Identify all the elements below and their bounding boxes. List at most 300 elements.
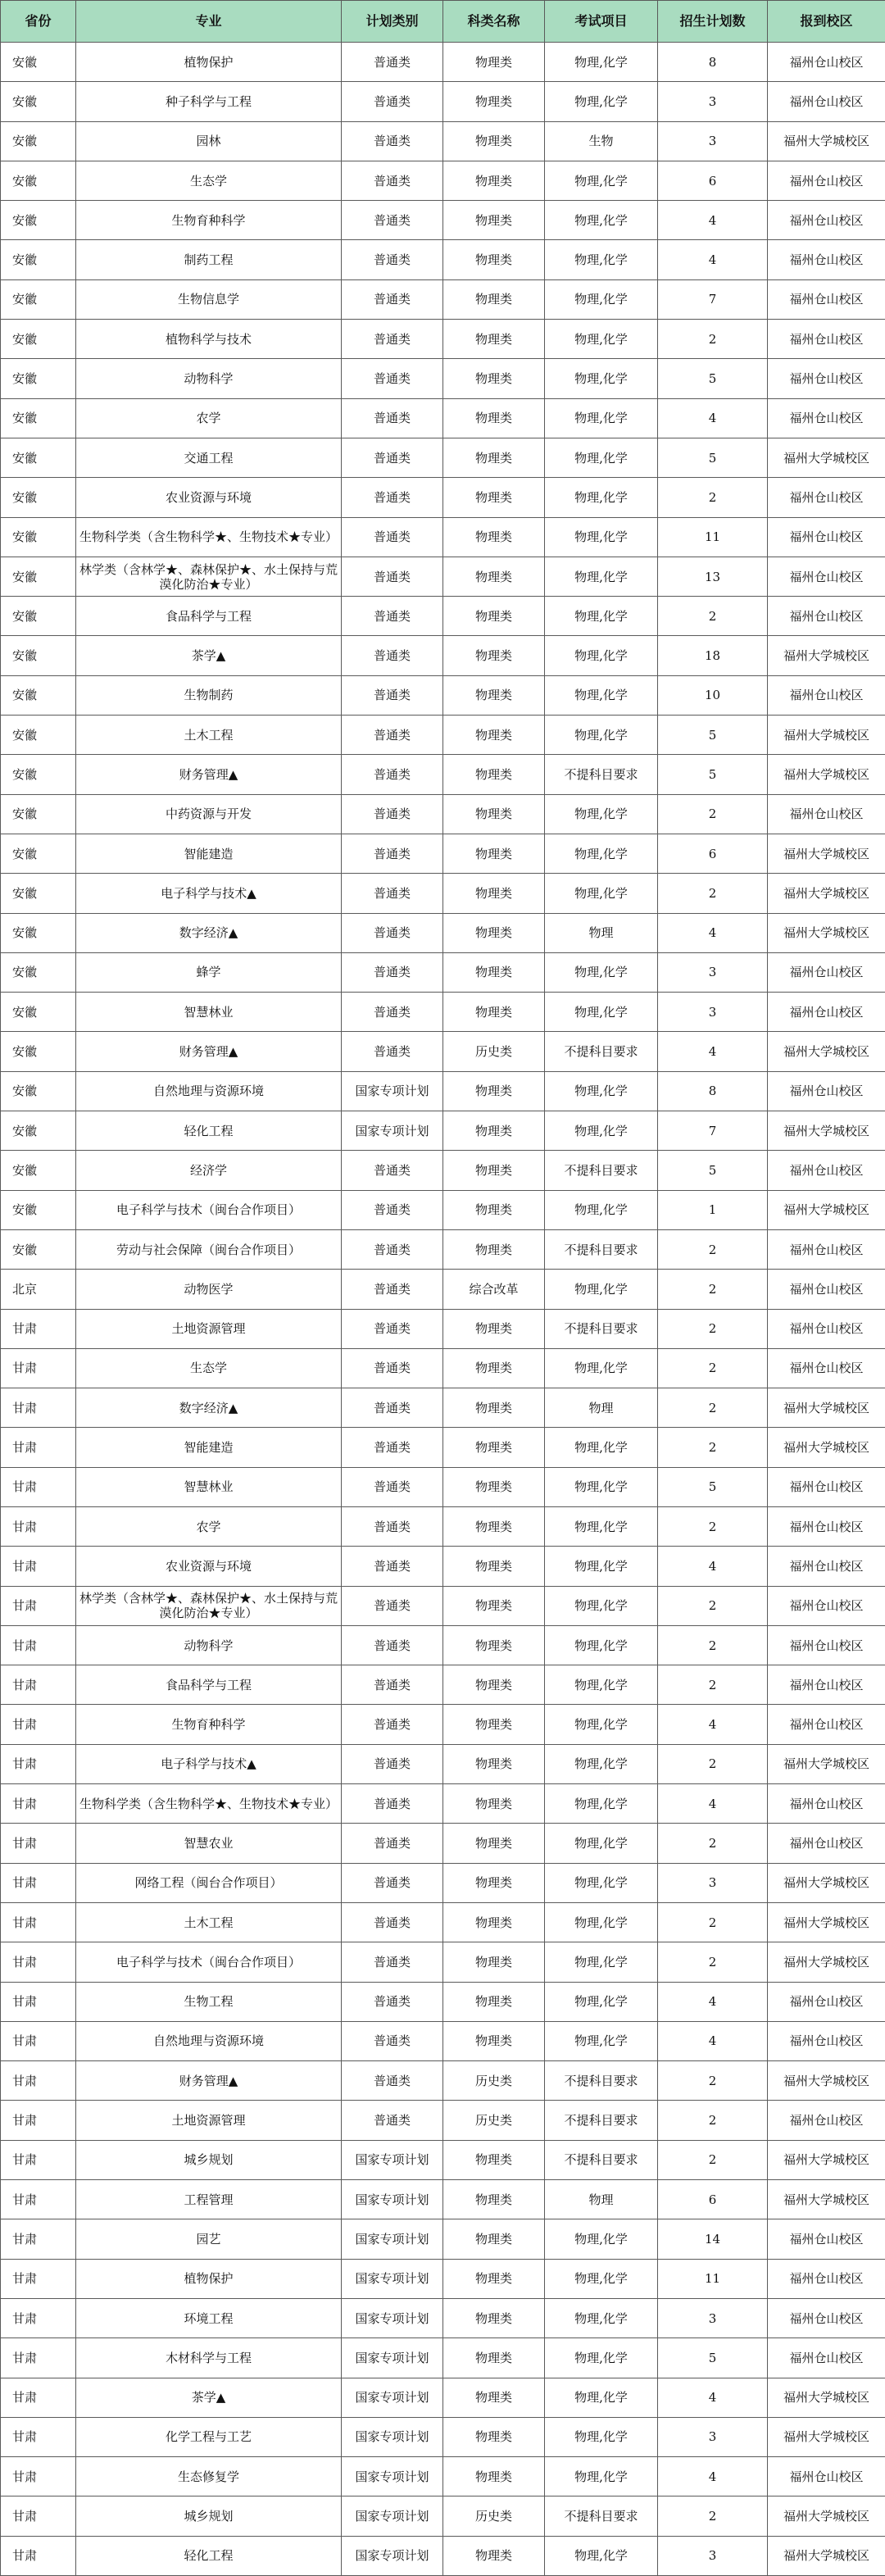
subject-category-cell: 物理类 [443, 43, 545, 82]
province-cell: 甘肃 [1, 2338, 76, 2378]
subject-category-cell: 物理类 [443, 2378, 545, 2417]
subject-category-cell: 物理类 [443, 675, 545, 715]
province-cell: 甘肃 [1, 2298, 76, 2337]
major-cell: 财务管理▲ [76, 2061, 342, 2101]
subject-category-cell: 物理类 [443, 1902, 545, 1942]
plan-type-cell: 普通类 [342, 2021, 443, 2060]
exam-subjects-cell: 物理,化学 [545, 2378, 658, 2417]
exam-subjects-cell: 物理,化学 [545, 597, 658, 636]
province-cell: 北京 [1, 1270, 76, 1309]
table-row [1, 993, 885, 1032]
plan-type-cell: 普通类 [342, 517, 443, 557]
province-cell: 甘肃 [1, 2496, 76, 2536]
province-cell: 安徽 [1, 913, 76, 952]
major-cell: 轻化工程 [76, 1111, 342, 1151]
table-row [1, 2298, 885, 2337]
campus-cell: 福州大学城校区 [768, 1190, 885, 1229]
quota-cell: 2 [658, 2061, 768, 2101]
table-row [1, 2496, 885, 2536]
plan-type-cell: 普通类 [342, 320, 443, 359]
plan-type-cell: 普通类 [342, 279, 443, 319]
quota-cell: 13 [658, 557, 768, 596]
table-row [1, 2378, 885, 2417]
province-cell: 安徽 [1, 675, 76, 715]
province-cell: 安徽 [1, 121, 76, 161]
exam-subjects-cell: 物理,化学 [545, 1547, 658, 1586]
table-row [1, 794, 885, 834]
exam-subjects-cell: 物理,化学 [545, 1625, 658, 1665]
exam-subjects-cell: 物理,化学 [545, 1784, 658, 1824]
subject-category-cell: 物理类 [443, 1151, 545, 1190]
major-cell: 生物科学类（含生物科学★、生物技术★专业） [76, 517, 342, 557]
plan-type-cell: 普通类 [342, 359, 443, 398]
exam-subjects-cell: 不提科目要求 [545, 2140, 658, 2179]
table-row [1, 1309, 885, 1348]
subject-category-cell: 物理类 [443, 1586, 545, 1625]
plan-type-cell: 普通类 [342, 1309, 443, 1348]
campus-cell: 福州仓山校区 [768, 161, 885, 200]
subject-category-cell: 物理类 [443, 1863, 545, 1902]
table-row [1, 1625, 885, 1665]
province-cell: 安徽 [1, 82, 76, 121]
table-row [1, 557, 885, 596]
subject-category-cell: 物理类 [443, 240, 545, 279]
campus-cell: 福州仓山校区 [768, 517, 885, 557]
campus-cell: 福州大学城校区 [768, 913, 885, 952]
major-cell: 农学 [76, 398, 342, 438]
exam-subjects-cell: 不提科目要求 [545, 1229, 658, 1269]
table-row [1, 478, 885, 517]
table-row [1, 359, 885, 398]
table-row [1, 438, 885, 477]
table-row [1, 1348, 885, 1388]
table-row [1, 2457, 885, 2496]
province-cell: 安徽 [1, 161, 76, 200]
campus-cell: 福州仓山校区 [768, 675, 885, 715]
subject-category-cell: 物理类 [443, 1744, 545, 1783]
major-cell: 土木工程 [76, 1902, 342, 1942]
campus-cell: 福州仓山校区 [768, 201, 885, 240]
campus-cell: 福州仓山校区 [768, 43, 885, 82]
exam-subjects-cell: 物理,化学 [545, 1506, 658, 1546]
table-row [1, 320, 885, 359]
table-row [1, 1665, 885, 1705]
province-cell: 安徽 [1, 240, 76, 279]
province-cell: 安徽 [1, 279, 76, 319]
table-header-row [1, 1, 885, 43]
quota-cell: 2 [658, 1902, 768, 1942]
table-row [1, 675, 885, 715]
header-quota: 招生计划数 [658, 1, 768, 43]
exam-subjects-cell: 物理,化学 [545, 279, 658, 319]
quota-cell: 4 [658, 240, 768, 279]
major-cell: 生物工程 [76, 1982, 342, 2021]
plan-type-cell: 国家专项计划 [342, 2219, 443, 2259]
quota-cell: 4 [658, 398, 768, 438]
exam-subjects-cell: 物理,化学 [545, 359, 658, 398]
province-cell: 甘肃 [1, 1348, 76, 1388]
quota-cell: 6 [658, 834, 768, 873]
exam-subjects-cell: 物理,化学 [545, 2021, 658, 2060]
subject-category-cell: 物理类 [443, 1625, 545, 1665]
exam-subjects-cell: 不提科目要求 [545, 1151, 658, 1190]
plan-type-cell: 普通类 [342, 1863, 443, 1902]
campus-cell: 福州仓山校区 [768, 1547, 885, 1586]
subject-category-cell: 物理类 [443, 1665, 545, 1705]
major-cell: 城乡规划 [76, 2496, 342, 2536]
campus-cell: 福州大学城校区 [768, 2140, 885, 2179]
campus-cell: 福州仓山校区 [768, 398, 885, 438]
major-cell: 自然地理与资源环境 [76, 2021, 342, 2060]
quota-cell: 2 [658, 1309, 768, 1348]
table-row [1, 1942, 885, 1982]
major-cell: 智慧林业 [76, 1467, 342, 1506]
table-row [1, 1270, 885, 1309]
exam-subjects-cell: 物理,化学 [545, 2259, 658, 2298]
table-row [1, 121, 885, 161]
quota-cell: 5 [658, 1151, 768, 1190]
province-cell: 安徽 [1, 834, 76, 873]
major-cell: 智慧农业 [76, 1824, 342, 1863]
major-cell: 植物科学与技术 [76, 320, 342, 359]
province-cell: 甘肃 [1, 1784, 76, 1824]
exam-subjects-cell: 物理,化学 [545, 834, 658, 873]
campus-cell: 福州仓山校区 [768, 1151, 885, 1190]
exam-subjects-cell: 物理,化学 [545, 1348, 658, 1388]
table-row [1, 2180, 885, 2219]
plan-type-cell: 国家专项计划 [342, 2140, 443, 2179]
table-row [1, 1032, 885, 1071]
subject-category-cell: 物理类 [443, 1190, 545, 1229]
province-cell: 安徽 [1, 43, 76, 82]
quota-cell: 2 [658, 874, 768, 913]
header-exam-subjects: 考试项目 [545, 1, 658, 43]
subject-category-cell: 物理类 [443, 2140, 545, 2179]
quota-cell: 5 [658, 755, 768, 794]
table-row [1, 1388, 885, 1428]
major-cell: 林学类（含林学★、森林保护★、水土保持与荒漠化防治★专业） [76, 1586, 342, 1625]
table-row [1, 398, 885, 438]
campus-cell: 福州大学城校区 [768, 2061, 885, 2101]
plan-type-cell: 普通类 [342, 438, 443, 477]
major-cell: 数字经济▲ [76, 1388, 342, 1428]
table-row [1, 1428, 885, 1467]
table-row [1, 2140, 885, 2179]
subject-category-cell: 物理类 [443, 2457, 545, 2496]
campus-cell: 福州仓山校区 [768, 2101, 885, 2140]
table-row [1, 1982, 885, 2021]
major-cell: 生态学 [76, 161, 342, 200]
major-cell: 生物制药 [76, 675, 342, 715]
plan-type-cell: 国家专项计划 [342, 1071, 443, 1111]
quota-cell: 3 [658, 1863, 768, 1902]
subject-category-cell: 物理类 [443, 1111, 545, 1151]
subject-category-cell: 物理类 [443, 2021, 545, 2060]
subject-category-cell: 物理类 [443, 1388, 545, 1428]
campus-cell: 福州仓山校区 [768, 2259, 885, 2298]
exam-subjects-cell: 物理 [545, 913, 658, 952]
table-row [1, 597, 885, 636]
table-row [1, 2259, 885, 2298]
quota-cell: 2 [658, 1506, 768, 1546]
province-cell: 甘肃 [1, 2140, 76, 2179]
table-row [1, 1784, 885, 1824]
subject-category-cell: 物理类 [443, 2180, 545, 2219]
plan-type-cell: 普通类 [342, 398, 443, 438]
major-cell: 生态学 [76, 1348, 342, 1388]
campus-cell: 福州大学城校区 [768, 2417, 885, 2456]
exam-subjects-cell: 物理,化学 [545, 320, 658, 359]
campus-cell: 福州仓山校区 [768, 320, 885, 359]
header-campus: 报到校区 [768, 1, 885, 43]
plan-type-cell: 普通类 [342, 1665, 443, 1705]
table-row [1, 2338, 885, 2378]
plan-type-cell: 普通类 [342, 755, 443, 794]
exam-subjects-cell: 物理,化学 [545, 1982, 658, 2021]
quota-cell: 3 [658, 2417, 768, 2456]
campus-cell: 福州大学城校区 [768, 716, 885, 755]
subject-category-cell: 物理类 [443, 874, 545, 913]
subject-category-cell: 历史类 [443, 2496, 545, 2536]
campus-cell: 福州仓山校区 [768, 2021, 885, 2060]
major-cell: 生物育种科学 [76, 201, 342, 240]
major-cell: 城乡规划 [76, 2140, 342, 2179]
campus-cell: 福州大学城校区 [768, 2496, 885, 2536]
campus-cell: 福州大学城校区 [768, 1111, 885, 1151]
campus-cell: 福州大学城校区 [768, 2180, 885, 2219]
quota-cell: 6 [658, 2180, 768, 2219]
plan-type-cell: 普通类 [342, 1625, 443, 1665]
major-cell: 植物保护 [76, 43, 342, 82]
province-cell: 安徽 [1, 398, 76, 438]
campus-cell: 福州仓山校区 [768, 1071, 885, 1111]
subject-category-cell: 综合改革 [443, 1270, 545, 1309]
campus-cell: 福州大学城校区 [768, 1032, 885, 1071]
table-row [1, 1151, 885, 1190]
exam-subjects-cell: 不提科目要求 [545, 2496, 658, 2536]
subject-category-cell: 物理类 [443, 517, 545, 557]
campus-cell: 福州大学城校区 [768, 1744, 885, 1783]
plan-type-cell: 普通类 [342, 952, 443, 992]
major-cell: 电子科学与技术（闽台合作项目） [76, 1190, 342, 1229]
subject-category-cell: 物理类 [443, 1824, 545, 1863]
subject-category-cell: 历史类 [443, 2061, 545, 2101]
quota-cell: 5 [658, 2338, 768, 2378]
table-body [1, 43, 885, 2576]
table-row [1, 1467, 885, 1506]
campus-cell: 福州仓山校区 [768, 993, 885, 1032]
subject-category-cell: 物理类 [443, 834, 545, 873]
quota-cell: 14 [658, 2219, 768, 2259]
subject-category-cell: 物理类 [443, 2338, 545, 2378]
province-cell: 甘肃 [1, 2259, 76, 2298]
table-row [1, 834, 885, 873]
quota-cell: 2 [658, 1625, 768, 1665]
major-cell: 土地资源管理 [76, 1309, 342, 1348]
quota-cell: 2 [658, 1586, 768, 1625]
province-cell: 甘肃 [1, 1744, 76, 1783]
exam-subjects-cell: 物理,化学 [545, 2338, 658, 2378]
plan-type-cell: 普通类 [342, 1270, 443, 1309]
campus-cell: 福州大学城校区 [768, 1942, 885, 1982]
quota-cell: 7 [658, 1111, 768, 1151]
exam-subjects-cell: 物理,化学 [545, 1270, 658, 1309]
major-cell: 网络工程（闽台合作项目） [76, 1863, 342, 1902]
subject-category-cell: 物理类 [443, 1506, 545, 1546]
subject-category-cell: 物理类 [443, 279, 545, 319]
major-cell: 生物信息学 [76, 279, 342, 319]
header-major: 专业 [76, 1, 342, 43]
table-row [1, 161, 885, 200]
plan-type-cell: 国家专项计划 [342, 2378, 443, 2417]
table-row [1, 82, 885, 121]
subject-category-cell: 物理类 [443, 557, 545, 596]
province-cell: 安徽 [1, 993, 76, 1032]
campus-cell: 福州仓山校区 [768, 1348, 885, 1388]
subject-category-cell: 物理类 [443, 993, 545, 1032]
major-cell: 动物科学 [76, 1625, 342, 1665]
quota-cell: 2 [658, 1824, 768, 1863]
quota-cell: 4 [658, 1547, 768, 1586]
province-cell: 甘肃 [1, 1902, 76, 1942]
campus-cell: 福州大学城校区 [768, 2536, 885, 2575]
plan-type-cell: 普通类 [342, 913, 443, 952]
subject-category-cell: 物理类 [443, 2219, 545, 2259]
province-cell: 安徽 [1, 1071, 76, 1111]
province-cell: 甘肃 [1, 2021, 76, 2060]
exam-subjects-cell: 物理,化学 [545, 1665, 658, 1705]
province-cell: 甘肃 [1, 1705, 76, 1744]
campus-cell: 福州大学城校区 [768, 121, 885, 161]
quota-cell: 2 [658, 320, 768, 359]
major-cell: 农业资源与环境 [76, 1547, 342, 1586]
plan-type-cell: 普通类 [342, 1348, 443, 1388]
province-cell: 甘肃 [1, 1665, 76, 1705]
plan-type-cell: 普通类 [342, 1428, 443, 1467]
major-cell: 智能建造 [76, 1428, 342, 1467]
exam-subjects-cell: 物理,化学 [545, 675, 658, 715]
table-row [1, 2061, 885, 2101]
province-cell: 安徽 [1, 1032, 76, 1071]
province-cell: 甘肃 [1, 1824, 76, 1863]
major-cell: 生态修复学 [76, 2457, 342, 2496]
table-row [1, 1111, 885, 1151]
quota-cell: 7 [658, 279, 768, 319]
exam-subjects-cell: 物理,化学 [545, 161, 658, 200]
major-cell: 园林 [76, 121, 342, 161]
major-cell: 园艺 [76, 2219, 342, 2259]
exam-subjects-cell: 物理,化学 [545, 993, 658, 1032]
subject-category-cell: 物理类 [443, 2298, 545, 2337]
exam-subjects-cell: 物理,化学 [545, 1902, 658, 1942]
province-cell: 安徽 [1, 438, 76, 477]
plan-type-cell: 普通类 [342, 478, 443, 517]
exam-subjects-cell: 不提科目要求 [545, 1032, 658, 1071]
plan-type-cell: 国家专项计划 [342, 2338, 443, 2378]
quota-cell: 4 [658, 2021, 768, 2060]
subject-category-cell: 物理类 [443, 201, 545, 240]
province-cell: 甘肃 [1, 2457, 76, 2496]
plan-type-cell: 普通类 [342, 1032, 443, 1071]
province-cell: 安徽 [1, 874, 76, 913]
quota-cell: 4 [658, 1982, 768, 2021]
exam-subjects-cell: 物理 [545, 1388, 658, 1428]
table-row [1, 517, 885, 557]
plan-type-cell: 普通类 [342, 161, 443, 200]
plan-type-cell: 普通类 [342, 1942, 443, 1982]
subject-category-cell: 物理类 [443, 952, 545, 992]
exam-subjects-cell: 物理,化学 [545, 557, 658, 596]
province-cell: 安徽 [1, 597, 76, 636]
campus-cell: 福州仓山校区 [768, 1665, 885, 1705]
plan-type-cell: 普通类 [342, 1190, 443, 1229]
table-row [1, 716, 885, 755]
exam-subjects-cell: 物理,化学 [545, 1942, 658, 1982]
major-cell: 劳动与社会保障（闽台合作项目） [76, 1229, 342, 1269]
province-cell: 甘肃 [1, 2219, 76, 2259]
major-cell: 智能建造 [76, 834, 342, 873]
major-cell: 种子科学与工程 [76, 82, 342, 121]
plan-type-cell: 普通类 [342, 82, 443, 121]
exam-subjects-cell: 物理,化学 [545, 517, 658, 557]
plan-type-cell: 普通类 [342, 993, 443, 1032]
province-cell: 安徽 [1, 716, 76, 755]
major-cell: 财务管理▲ [76, 1032, 342, 1071]
quota-cell: 3 [658, 121, 768, 161]
subject-category-cell: 物理类 [443, 794, 545, 834]
table-row [1, 2536, 885, 2575]
campus-cell: 福州仓山校区 [768, 1270, 885, 1309]
plan-type-cell: 普通类 [342, 1506, 443, 1546]
exam-subjects-cell: 物理,化学 [545, 1586, 658, 1625]
major-cell: 茶学▲ [76, 636, 342, 675]
province-cell: 甘肃 [1, 2536, 76, 2575]
province-cell: 甘肃 [1, 2378, 76, 2417]
quota-cell: 2 [658, 1428, 768, 1467]
major-cell: 蜂学 [76, 952, 342, 992]
table-row [1, 1547, 885, 1586]
table-row [1, 1506, 885, 1546]
campus-cell: 福州仓山校区 [768, 1506, 885, 1546]
quota-cell: 3 [658, 2536, 768, 2575]
exam-subjects-cell: 物理,化学 [545, 794, 658, 834]
campus-cell: 福州仓山校区 [768, 279, 885, 319]
exam-subjects-cell: 物理,化学 [545, 2219, 658, 2259]
major-cell: 农学 [76, 1506, 342, 1546]
plan-type-cell: 普通类 [342, 675, 443, 715]
exam-subjects-cell: 物理,化学 [545, 2298, 658, 2337]
subject-category-cell: 物理类 [443, 359, 545, 398]
quota-cell: 3 [658, 952, 768, 992]
campus-cell: 福州仓山校区 [768, 794, 885, 834]
province-cell: 甘肃 [1, 1388, 76, 1428]
major-cell: 智慧林业 [76, 993, 342, 1032]
subject-category-cell: 物理类 [443, 1784, 545, 1824]
major-cell: 电子科学与技术（闽台合作项目） [76, 1942, 342, 1982]
subject-category-cell: 物理类 [443, 320, 545, 359]
exam-subjects-cell: 不提科目要求 [545, 2101, 658, 2140]
quota-cell: 5 [658, 438, 768, 477]
campus-cell: 福州仓山校区 [768, 1467, 885, 1506]
major-cell: 轻化工程 [76, 2536, 342, 2575]
table-row [1, 874, 885, 913]
quota-cell: 8 [658, 1071, 768, 1111]
subject-category-cell: 物理类 [443, 913, 545, 952]
exam-subjects-cell: 物理,化学 [545, 478, 658, 517]
subject-category-cell: 物理类 [443, 636, 545, 675]
campus-cell: 福州仓山校区 [768, 1824, 885, 1863]
header-province: 省份 [1, 1, 76, 43]
